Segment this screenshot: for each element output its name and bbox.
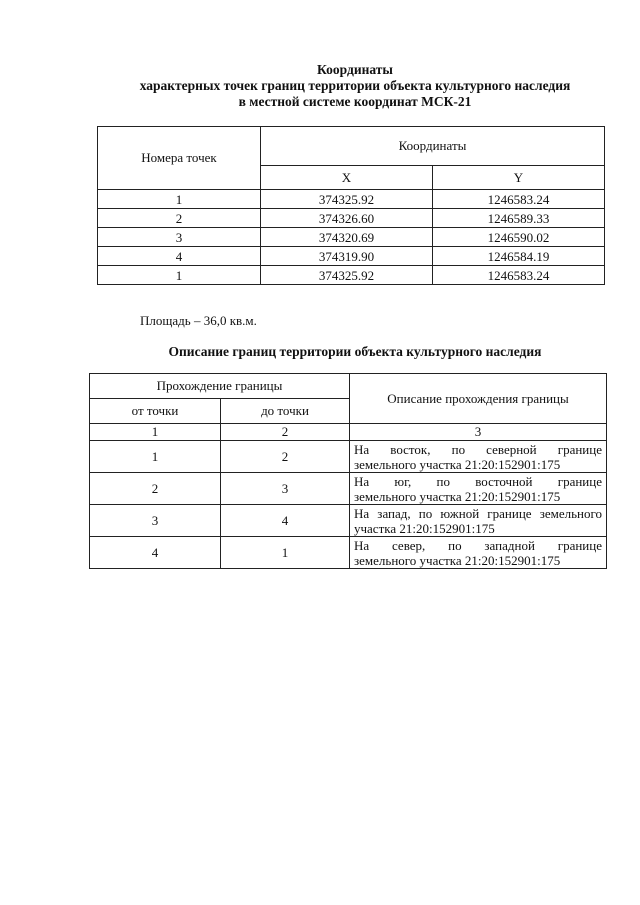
table-row <box>90 473 607 505</box>
cell-x: 374319.90 <box>261 247 433 266</box>
document-title <box>60 62 640 110</box>
cell-point: 3 <box>98 228 261 247</box>
header-from-point: от точки <box>90 399 221 424</box>
header-description: Описание прохождения границы <box>350 374 607 424</box>
cell-point: 1 <box>98 266 261 285</box>
cell-description <box>350 537 607 569</box>
table-row <box>90 537 607 569</box>
cell-description <box>350 441 607 473</box>
section-title: Описание границ территории объекта культурного наследия <box>168 344 542 359</box>
header-coordinates: Координаты <box>261 127 605 166</box>
table-row <box>90 424 607 441</box>
boundary-description-table <box>89 373 607 569</box>
cell-col-number: 3 <box>350 424 607 441</box>
area-text: Площадь – 36,0 кв.м. <box>140 313 257 328</box>
table-row <box>98 247 605 266</box>
cell-x: 374325.92 <box>261 190 433 209</box>
table-row <box>90 505 607 537</box>
header-point-numbers: Номера точек <box>98 127 261 190</box>
cell-from: 3 <box>90 505 221 537</box>
description-line-1: На север, по западной границе <box>354 538 602 553</box>
table-row <box>98 209 605 228</box>
cell-description <box>350 473 607 505</box>
description-line-2: земельного участка 21:20:152901:175 <box>354 457 561 472</box>
cell-x: 374320.69 <box>261 228 433 247</box>
description-line-2: земельного участка 21:20:152901:175 <box>354 489 561 504</box>
cell-col-number: 2 <box>221 424 350 441</box>
description-line-2: земельного участка 21:20:152901:175 <box>354 553 561 568</box>
cell-point: 4 <box>98 247 261 266</box>
description-line-2: участка 21:20:152901:175 <box>354 521 495 536</box>
cell-y: 1246590.02 <box>433 228 605 247</box>
cell-from: 1 <box>90 441 221 473</box>
cell-col-number: 1 <box>90 424 221 441</box>
description-line-1: На запад, по южной границе земельного <box>354 506 602 521</box>
cell-point: 2 <box>98 209 261 228</box>
cell-description <box>350 505 607 537</box>
table-row <box>98 228 605 247</box>
cell-from: 4 <box>90 537 221 569</box>
coordinates-table <box>97 126 605 285</box>
description-line-1: На восток, по северной границе <box>354 442 602 457</box>
cell-y: 1246583.24 <box>433 190 605 209</box>
cell-y: 1246583.24 <box>433 266 605 285</box>
cell-to: 4 <box>221 505 350 537</box>
header-y: Y <box>433 166 605 190</box>
title-line-3: в местной системе координат МСК-21 <box>238 94 472 109</box>
cell-to: 2 <box>221 441 350 473</box>
header-to-point: до точки <box>221 399 350 424</box>
cell-x: 374325.92 <box>261 266 433 285</box>
header-x: X <box>261 166 433 190</box>
description-line-1: На юг, по восточной границе <box>354 474 602 489</box>
header-passage: Прохождение границы <box>90 374 350 399</box>
cell-x: 374326.60 <box>261 209 433 228</box>
title-line-1: Координаты <box>317 62 393 77</box>
table-row <box>98 266 605 285</box>
cell-to: 1 <box>221 537 350 569</box>
table-row <box>98 190 605 209</box>
table-row <box>90 441 607 473</box>
cell-y: 1246584.19 <box>433 247 605 266</box>
cell-from: 2 <box>90 473 221 505</box>
cell-y: 1246589.33 <box>433 209 605 228</box>
title-line-2: характерных точек границ территории объекта культурного наследия <box>139 78 571 93</box>
cell-point: 1 <box>98 190 261 209</box>
cell-to: 3 <box>221 473 350 505</box>
